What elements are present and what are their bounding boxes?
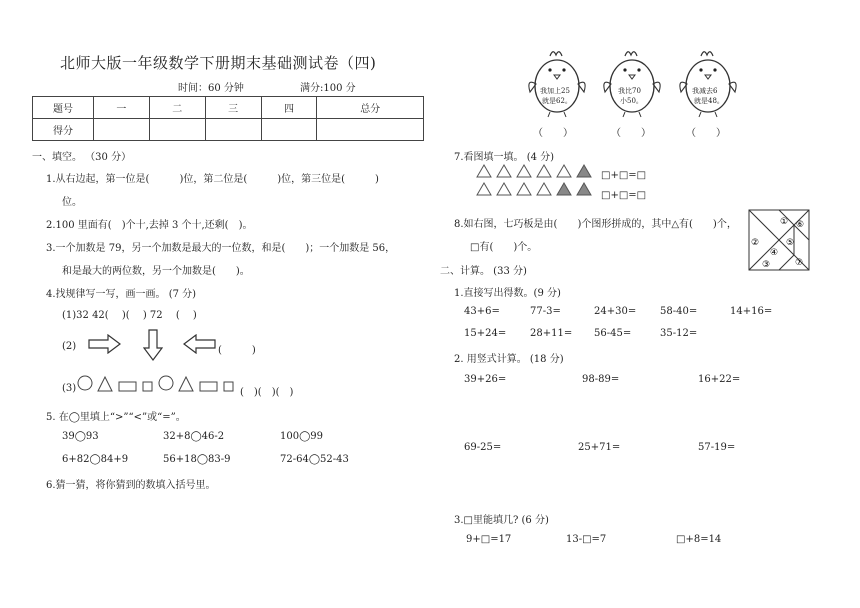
square-shape — [224, 382, 233, 391]
shape-pattern — [76, 374, 236, 394]
page-title: 北师大版一年级数学下册期末基础测试卷（四) — [60, 54, 377, 72]
circle-shape — [78, 376, 92, 390]
tangram-label: ④ — [770, 248, 779, 258]
triangle-group — [476, 163, 596, 199]
calc-3-item[interactable]: □+8=14 — [676, 534, 722, 545]
tangram-label: ⑦ — [795, 258, 804, 268]
triangle-shape — [577, 165, 591, 177]
chick-illustration — [677, 48, 739, 118]
triangle-shape — [179, 377, 193, 391]
triangle-shape — [497, 165, 511, 177]
exam-time: 时间：60 分钟 — [178, 83, 244, 94]
section-2-heading: 二、计算。 (33 分) — [440, 266, 527, 277]
score-table-header: 二 — [149, 97, 205, 119]
tangram-figure — [748, 209, 810, 271]
q8-text: 8.如右图，七巧板是由( )个图形拼成的，其中△有( )个， — [454, 219, 737, 230]
chick-3-answer[interactable]: （ ） — [686, 128, 726, 139]
score-cell[interactable] — [205, 119, 261, 141]
score-table-header: 一 — [94, 97, 150, 119]
q4-3-blanks[interactable]: ( )( )( ) — [240, 387, 294, 398]
triangle-shape — [477, 183, 491, 195]
section-1-heading: 一、填空。 （30 分） — [32, 152, 132, 163]
calc-2-item[interactable]: 25+71= — [578, 442, 621, 453]
triangle-shape — [517, 165, 531, 177]
triangle-shape — [557, 165, 571, 177]
q4-2-label: (2) — [62, 341, 77, 352]
calc-1-item[interactable]: 35-12= — [660, 328, 698, 339]
calc-1-item[interactable]: 77-3= — [530, 306, 561, 317]
score-cell[interactable] — [149, 119, 205, 141]
exam-full-score: 满分:100 分 — [300, 83, 356, 94]
calc-3-text: 3.□里能填几? (6 分) — [454, 515, 549, 526]
calc-3-item[interactable]: 13-□=7 — [566, 534, 607, 545]
score-table-header: 三 — [205, 97, 261, 119]
calc-1-item[interactable]: 15+24= — [464, 328, 507, 339]
q1-text-cont: 位。 — [62, 197, 82, 208]
circle-shape — [159, 376, 173, 390]
left-arrow-icon — [182, 334, 216, 354]
tangram-label: ⑤ — [786, 238, 795, 248]
calc-1-item[interactable]: 28+11= — [530, 328, 573, 339]
calc-2-item[interactable]: 57-19= — [698, 442, 736, 453]
triangle-shape — [517, 183, 531, 195]
rectangle-shape — [119, 382, 136, 391]
q8-text-cont: □有( )个。 — [470, 242, 538, 253]
square-shape — [143, 382, 152, 391]
q1-text: 1.从右边起，第一位是( )位，第二位是( )位，第三位是( ) — [46, 174, 379, 185]
chick-1-line1: 我加上25 — [540, 87, 570, 95]
calc-2-item[interactable]: 39+26= — [464, 374, 507, 385]
triangle-shape — [577, 183, 591, 195]
chick-illustration — [601, 48, 663, 118]
q2-text: 2.100 里面有( )个十,去掉 3 个十,还剩( )。 — [46, 220, 253, 231]
q3-text: 3.一个加数是 79，另一个加数是最大的一位数，和是( )；一个加数是 56， — [46, 243, 396, 254]
q7-text: 7.看图填一填。 (4 分) — [454, 152, 555, 163]
calc-1-text: 1.直接写出得数。(9 分) — [454, 288, 561, 299]
tangram-label: ③ — [762, 260, 771, 270]
calc-1-item[interactable]: 58-40= — [660, 306, 698, 317]
score-row-label: 得分 — [33, 119, 94, 141]
chick-2-line1: 我比70 — [618, 87, 641, 95]
score-table-header: 总分 — [317, 97, 424, 119]
q4-2-blank[interactable]: ( ) — [218, 345, 256, 356]
q5-item[interactable]: 100◯99 — [280, 431, 324, 442]
triangle-shape — [98, 377, 112, 391]
q4-1-sequence: (1)32 42( )( ) 72 ( ) — [62, 310, 197, 321]
q5-item[interactable]: 72-64◯52-43 — [280, 454, 349, 465]
score-table-score-row — [33, 119, 424, 141]
tangram-label: ② — [751, 238, 760, 248]
chick-1-answer[interactable]: （ ） — [533, 128, 573, 139]
chick-illustration — [526, 48, 588, 118]
chick-2-line2: 小50。 — [620, 97, 643, 105]
score-table-header: 四 — [261, 97, 317, 119]
q4-text: 4.找规律写一写，画一画。 (7 分) — [46, 289, 197, 300]
triangle-shape — [497, 183, 511, 195]
q5-text: 5. 在◯里填上“>”“<”或“=”。 — [46, 412, 186, 423]
score-table-header-row — [33, 97, 424, 119]
q7-equation[interactable]: □+□=□ — [601, 170, 647, 181]
q5-item[interactable]: 56+18◯83-9 — [163, 454, 231, 465]
q5-item[interactable]: 39◯93 — [62, 431, 99, 442]
q3-text-cont: 和是最大的两位数，另一个加数是( )。 — [62, 266, 250, 277]
q5-item[interactable]: 6+82◯84+9 — [62, 454, 129, 465]
q7-equation[interactable]: □+□=□ — [601, 190, 647, 201]
right-arrow-icon — [88, 334, 122, 354]
chick-2-answer[interactable]: （ ） — [611, 128, 651, 139]
calc-2-text: 2. 用竖式计算。 (18 分) — [454, 354, 564, 365]
calc-1-item[interactable]: 24+30= — [594, 306, 637, 317]
tangram-label: ① — [780, 217, 789, 227]
triangle-shape — [537, 183, 551, 195]
down-arrow-icon — [143, 329, 163, 361]
score-cell[interactable] — [94, 119, 150, 141]
score-table — [32, 96, 424, 141]
calc-2-item[interactable]: 69-25= — [464, 442, 502, 453]
calc-1-item[interactable]: 43+6= — [464, 306, 500, 317]
chick-3-line1: 我减去6 — [692, 87, 718, 95]
score-table-header: 题号 — [33, 97, 94, 119]
tangram-label: ⑥ — [796, 220, 805, 230]
triangle-shape — [477, 165, 491, 177]
triangle-shape — [537, 165, 551, 177]
calc-3-item[interactable]: 9+□=17 — [466, 534, 512, 545]
rectangle-shape — [200, 382, 217, 391]
score-cell[interactable] — [261, 119, 317, 141]
score-cell[interactable] — [317, 119, 424, 141]
q5-item[interactable]: 32+8◯46-2 — [163, 431, 225, 442]
q6-text: 6.猜一猜，将你猜到的数填入括号里。 — [46, 480, 216, 491]
calc-2-item[interactable]: 98-89= — [582, 374, 620, 385]
calc-2-item[interactable]: 16+22= — [698, 374, 741, 385]
triangle-shape — [557, 183, 571, 195]
q4-3-label: (3) — [62, 383, 77, 394]
chick-1-line2: 就是62。 — [542, 97, 572, 105]
calc-1-item[interactable]: 56-45= — [594, 328, 632, 339]
calc-1-item[interactable]: 14+16= — [730, 306, 773, 317]
chick-3-line2: 就是48。 — [694, 97, 724, 105]
